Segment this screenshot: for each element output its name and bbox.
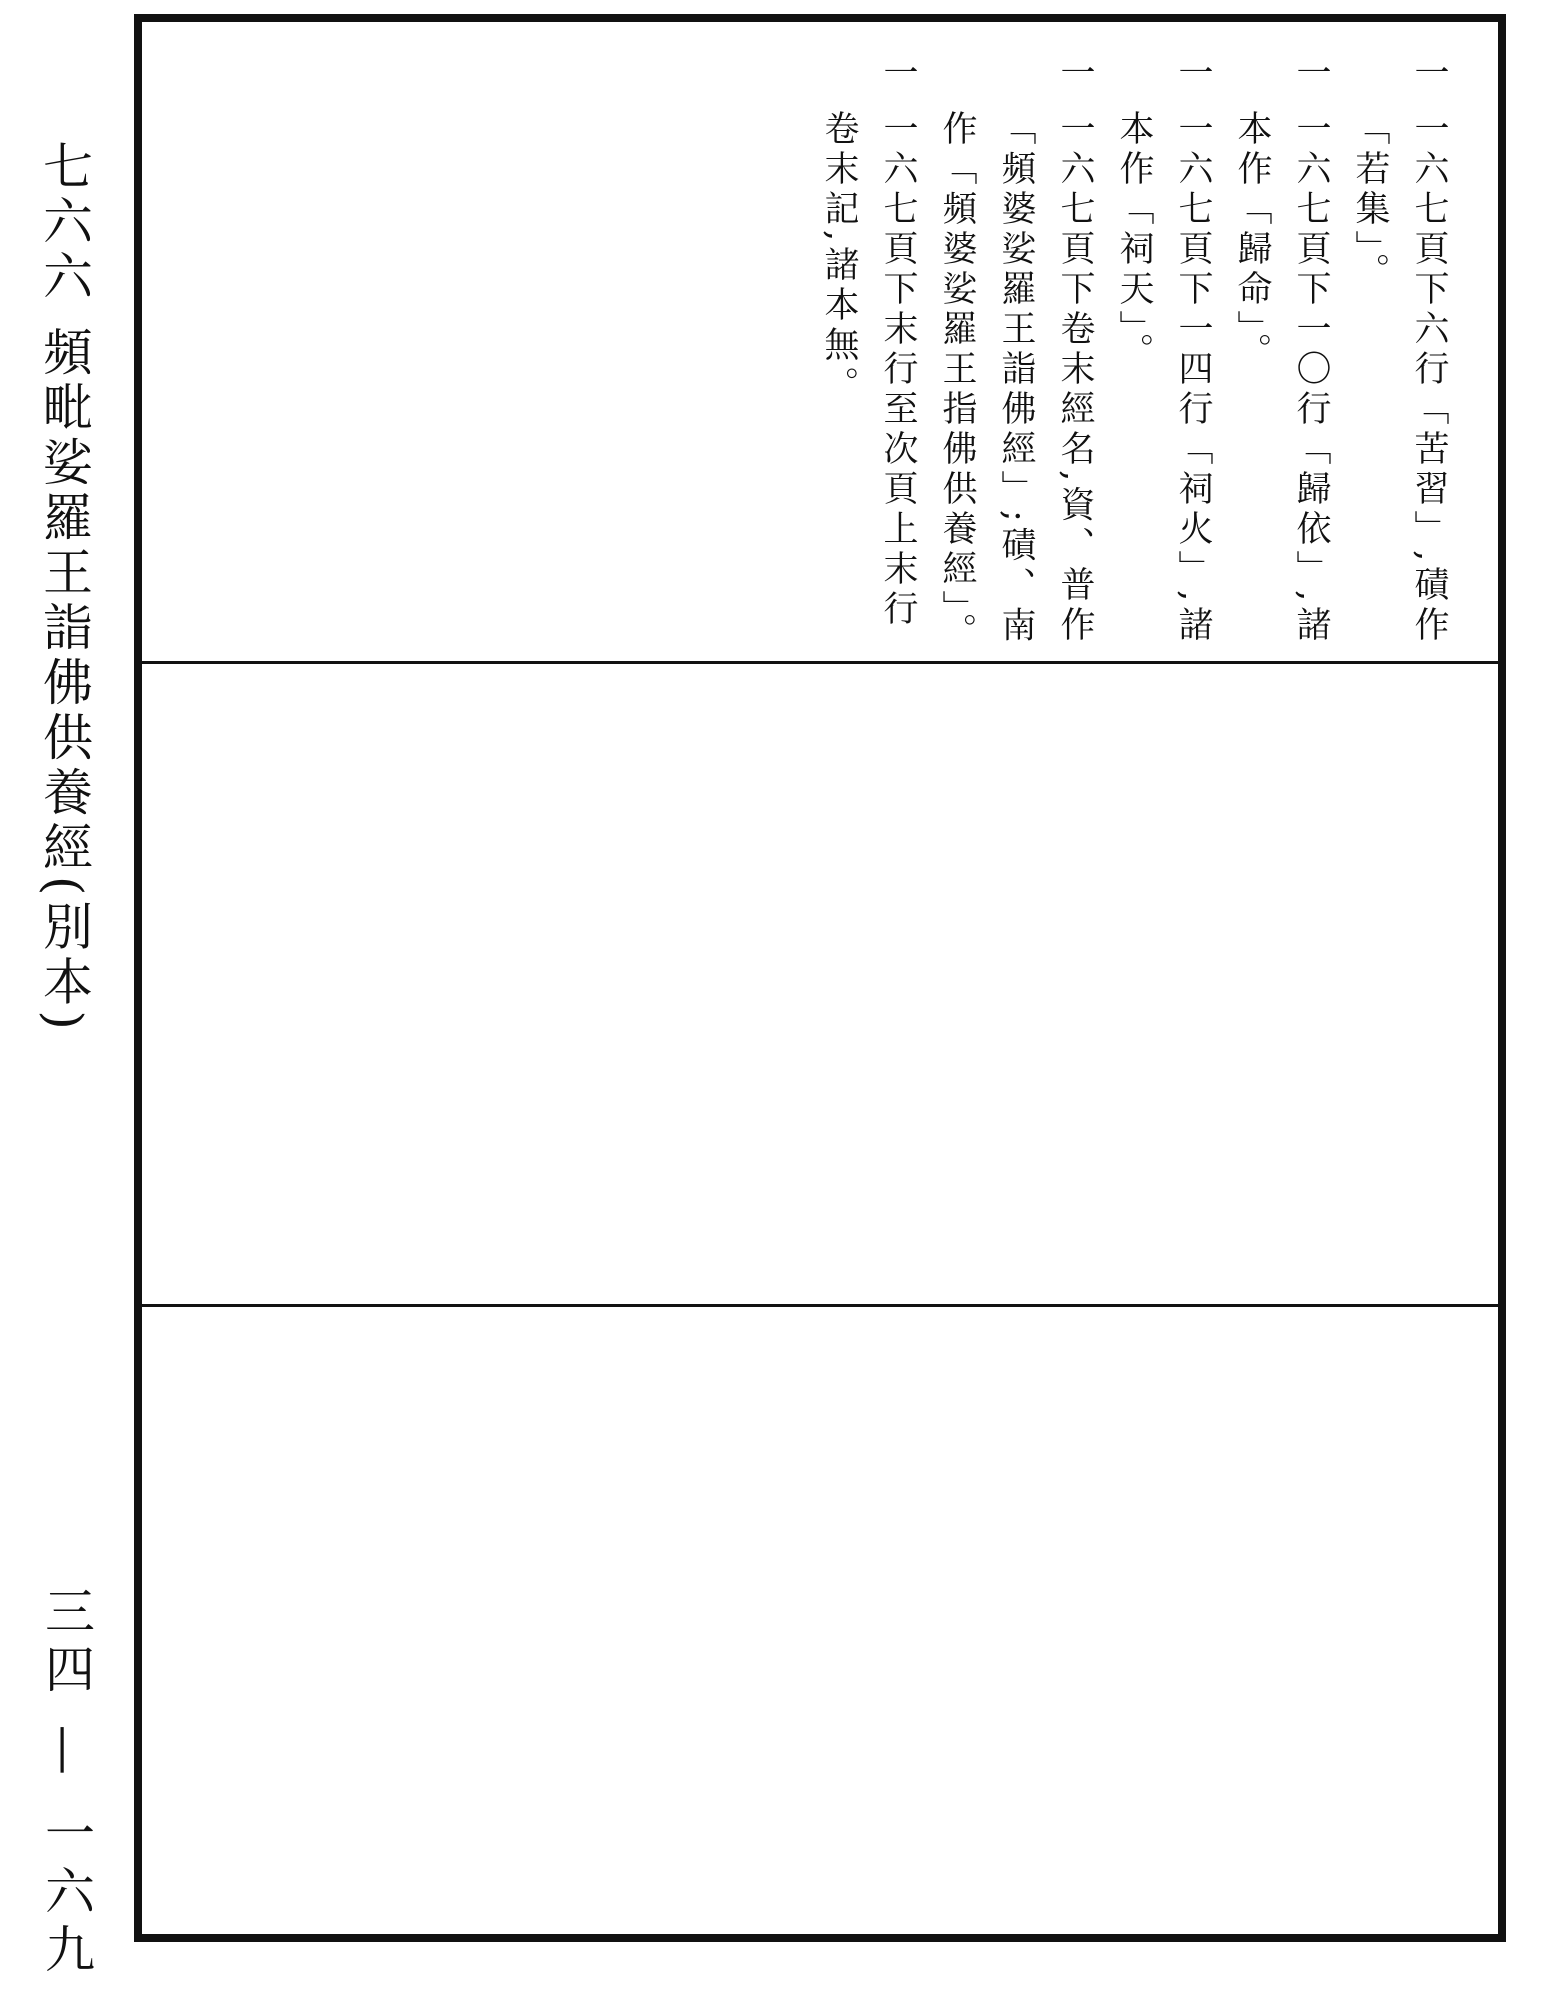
note: 一 一六七頁下一四行「祠火」,諸本作「祠天」。 [1114,54,1213,647]
note: 一 一六七頁下六行「苦習」,磧作「若集」。 [1350,54,1449,647]
page-title: 七六六 頻毗娑羅王詣佛供養經(別本) [35,140,93,1035]
divider-upper [142,661,1498,664]
page-frame [134,14,1506,1942]
note: 一 一六七頁下一〇行「歸依」,諸本作「歸命」。 [1232,54,1331,647]
divider-lower [142,1304,1498,1307]
note: 一 一六七頁下卷末經名,資、普作「頻婆娑羅王詣佛經」;磧、南作「頻婆娑羅王指佛供養經」。 [937,54,1095,653]
note: 一 一六七頁下末行至次頁上末行卷末記,諸本無。 [819,54,918,631]
page-number: 三四 — 一六九 [37,1585,95,1981]
collation-notes [809,54,1458,654]
